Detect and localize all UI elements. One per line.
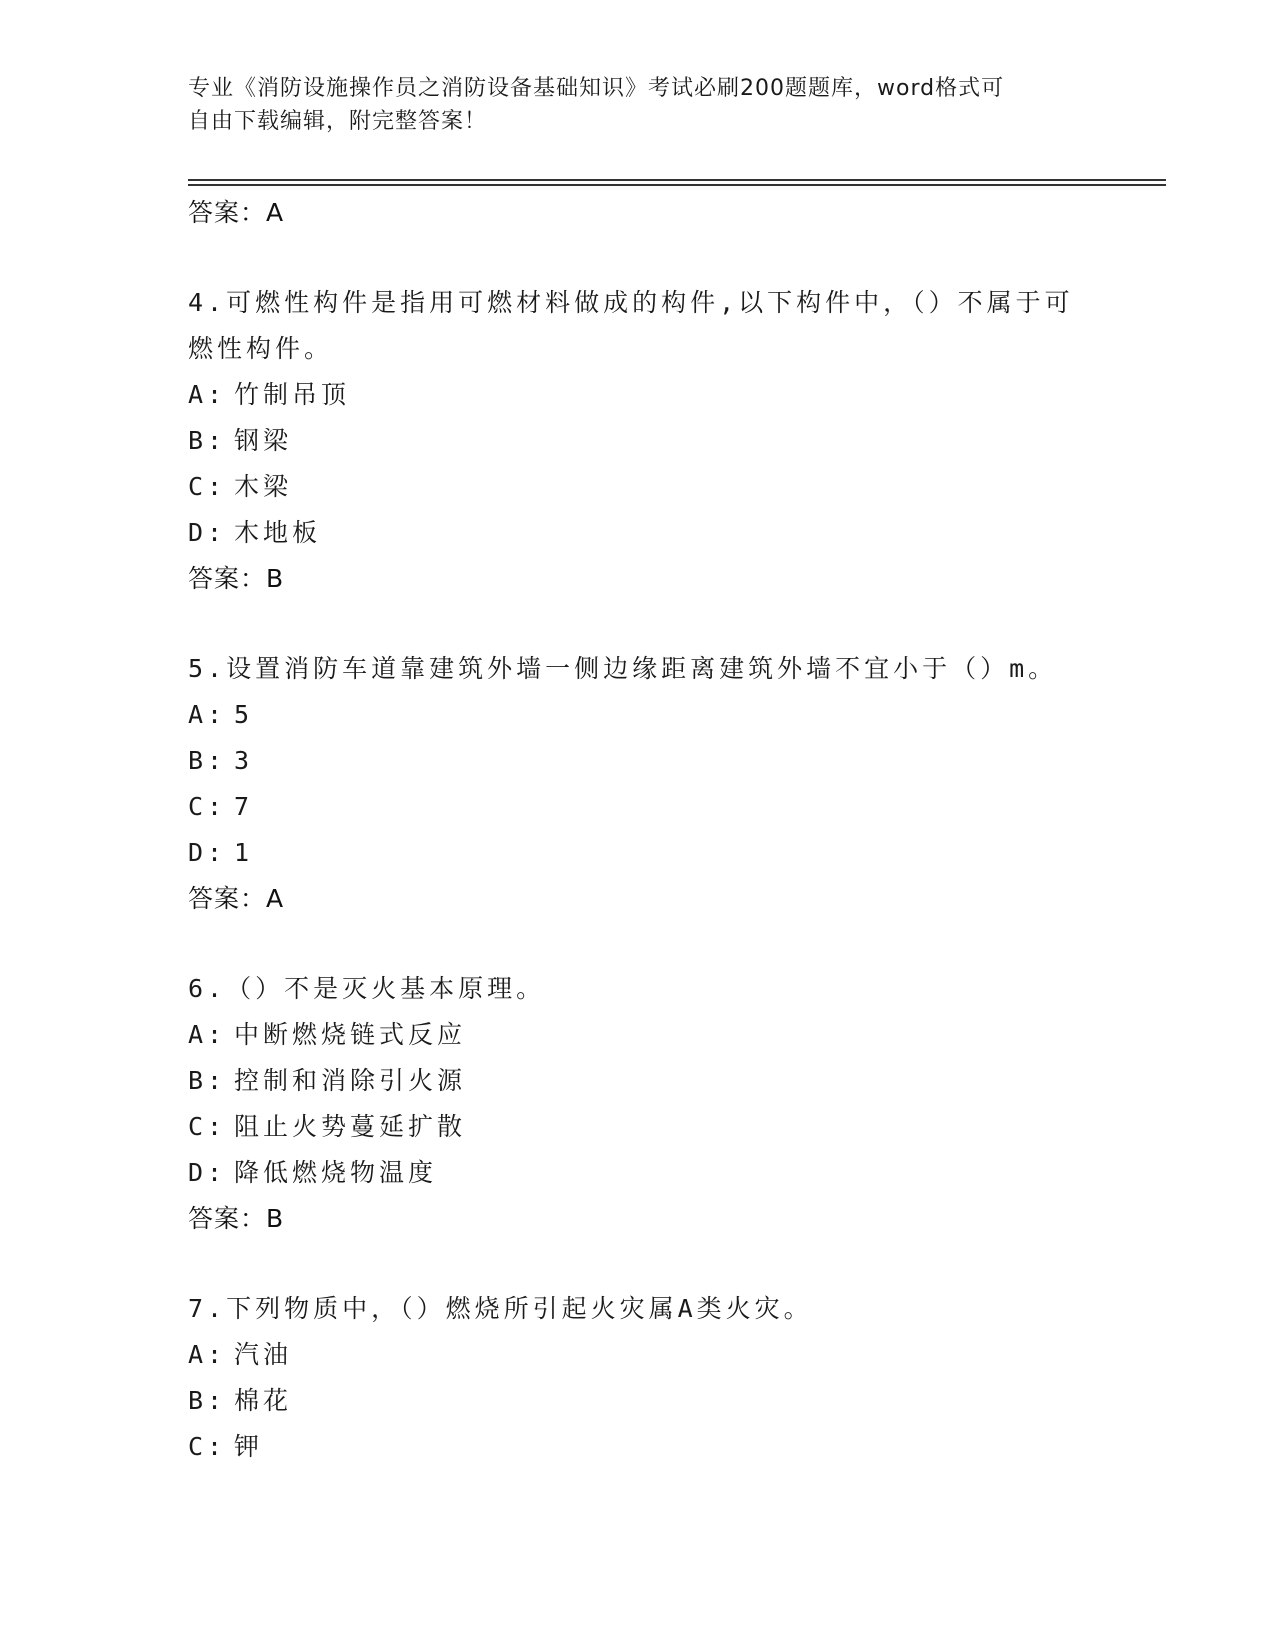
question-list bbox=[188, 190, 1088, 1470]
question-text-continued: 燃性构件。 bbox=[188, 334, 334, 363]
option-d: D: 木地板 bbox=[188, 518, 322, 547]
option-d: D: 降低燃烧物温度 bbox=[188, 1158, 438, 1187]
option-a: A: 5 bbox=[188, 700, 254, 729]
option-a: A: 竹制吊顶 bbox=[188, 380, 351, 409]
option-c: C: 木梁 bbox=[188, 472, 293, 501]
question-text: 5.设置消防车道靠建筑外墙一侧边缘距离建筑外墙不宜小于（）m。 bbox=[188, 654, 1058, 683]
answer-line: 答案：A bbox=[188, 198, 285, 227]
question-block bbox=[188, 1286, 1088, 1470]
option-a: A: 汽油 bbox=[188, 1340, 293, 1369]
answer-line: 答案：A bbox=[188, 884, 285, 913]
option-b: B: 控制和消除引火源 bbox=[188, 1066, 467, 1095]
option-d: D: 1 bbox=[188, 838, 254, 867]
header-line-1: 专业《消防设施操作员之消防设备基础知识》考试必刷200题题库，word格式可 bbox=[188, 76, 1005, 101]
header-line-2: 自由下载编辑，附完整答案！ bbox=[188, 109, 488, 134]
header-divider-bottom bbox=[188, 184, 1166, 186]
question-text: 4.可燃性构件是指用可燃材料做成的构件,以下构件中，（）不属于可 bbox=[188, 288, 1074, 317]
answer-line: 答案：B bbox=[188, 1204, 285, 1233]
option-c: C: 钾 bbox=[188, 1432, 264, 1461]
option-a: A: 中断燃烧链式反应 bbox=[188, 1020, 467, 1049]
header-divider-top bbox=[188, 179, 1166, 181]
document-header bbox=[188, 72, 1088, 138]
option-b: B: 3 bbox=[188, 746, 254, 775]
option-c: C: 7 bbox=[188, 792, 254, 821]
question-text: 7.下列物质中，（）燃烧所引起火灾属A类火灾。 bbox=[188, 1294, 813, 1323]
option-b: B: 棉花 bbox=[188, 1386, 293, 1415]
question-text: 6.（）不是灭火基本原理。 bbox=[188, 974, 546, 1003]
answer-line: 答案：B bbox=[188, 564, 285, 593]
question-block bbox=[188, 966, 1088, 1242]
option-c: C: 阻止火势蔓延扩散 bbox=[188, 1112, 467, 1141]
question-block bbox=[188, 646, 1088, 922]
question-block bbox=[188, 280, 1088, 602]
option-b: B: 钢梁 bbox=[188, 426, 293, 455]
